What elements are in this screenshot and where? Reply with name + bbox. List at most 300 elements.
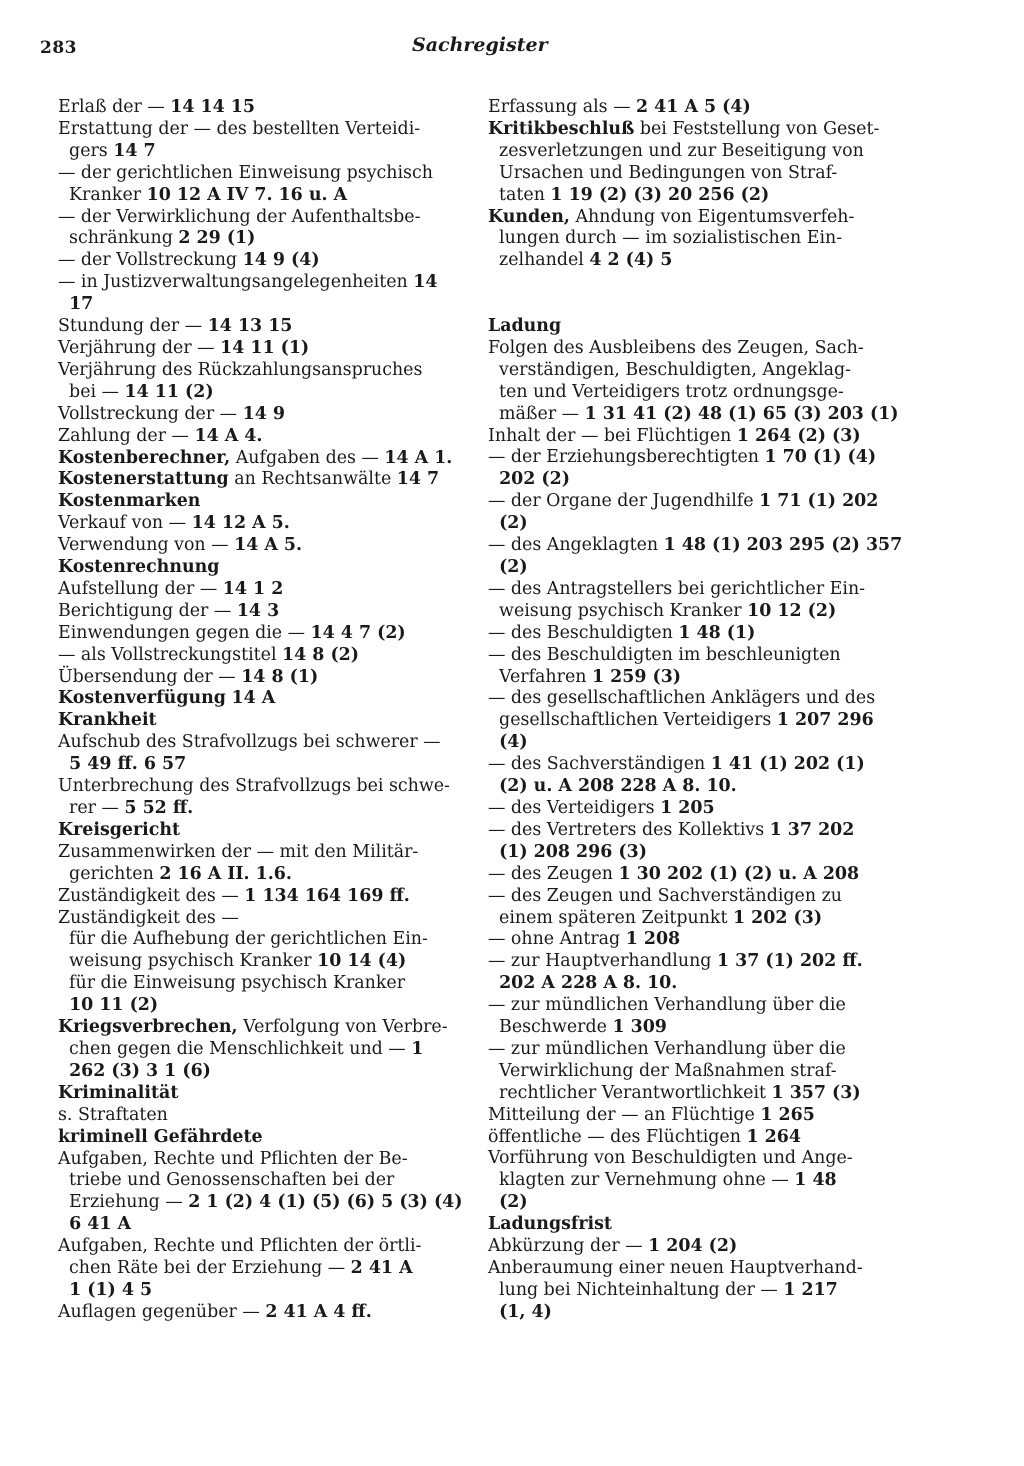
index-line <box>58 141 466 163</box>
index-text: lungen durch — im sozialistischen Ein- <box>488 228 843 249</box>
index-line <box>488 579 898 601</box>
index-heading: Kostenrechnung <box>58 557 220 578</box>
index-line <box>488 1148 898 1170</box>
index-line <box>488 864 898 886</box>
index-line <box>58 557 466 579</box>
index-line <box>58 1105 466 1127</box>
index-text: — ohne Antrag <box>488 929 626 950</box>
index-line <box>488 426 898 448</box>
index-text: Vollstreckung der — <box>58 403 243 424</box>
index-line <box>488 1170 898 1192</box>
index-text <box>58 754 69 774</box>
index-heading: Kostenberechner, <box>58 447 231 468</box>
index-text: Unterbrechung des Strafvollzugs bei schwe- <box>58 776 450 797</box>
index-reference: 14 8 (2) <box>282 644 359 665</box>
index-text: für die Einweisung psychisch Kranker <box>58 973 406 994</box>
index-text: Berichtigung der — <box>58 600 237 621</box>
index-text: Aufgaben, Rechte und Pflichten der Be- <box>58 1148 408 1169</box>
index-text: — als Vollstreckungstitel <box>58 644 283 665</box>
index-text: — der Erziehungsberechtigten <box>488 447 765 468</box>
index-line <box>488 1083 898 1105</box>
index-text <box>488 1302 499 1322</box>
index-reference: 2 41 A 4 ff. <box>265 1301 372 1322</box>
index-heading: Krankheit <box>58 710 157 731</box>
index-reference: 14 11 (2) <box>124 381 214 402</box>
index-reference: 2 41 A <box>350 1258 413 1279</box>
index-line <box>58 469 466 491</box>
index-line <box>488 1280 898 1302</box>
index-text: zesverletzungen und zur Beseitigung von <box>488 140 864 161</box>
index-text: — des Vertreters des Kollektivs <box>488 819 770 840</box>
index-line <box>58 360 466 382</box>
index-text: Folgen des Ausbleibens des Zeugen, Sach- <box>488 337 864 358</box>
index-line <box>58 820 466 842</box>
index-line <box>58 1236 466 1258</box>
index-text <box>58 1214 69 1234</box>
index-line <box>488 207 898 229</box>
index-line <box>58 645 466 667</box>
index-reference: 1 217 <box>783 1279 838 1300</box>
index-line <box>58 448 466 470</box>
index-text: Verjährung des Rückzahlungsanspruches <box>58 359 423 380</box>
index-line <box>488 535 903 557</box>
index-text: schränkung <box>58 228 179 249</box>
index-text: gesellschaftlichen Verteidigers <box>488 710 777 731</box>
index-line <box>58 1192 466 1214</box>
index-reference: 14 A 5. <box>234 535 303 556</box>
index-reference: 10 12 (2) <box>747 600 837 621</box>
index-line <box>58 185 466 207</box>
index-line <box>58 272 466 294</box>
index-line <box>488 557 898 579</box>
index-line <box>58 995 466 1017</box>
index-reference: 14 A <box>231 688 276 709</box>
index-line <box>58 1083 466 1105</box>
index-heading: Kritikbeschluß <box>488 118 635 139</box>
index-text <box>58 1061 69 1081</box>
index-line <box>488 995 898 1017</box>
index-line <box>488 250 898 272</box>
index-reference: 262 (3) 3 1 (6) <box>69 1060 211 1081</box>
index-text: Zuständigkeit des — <box>58 907 239 928</box>
index-reference: 1 204 (2) <box>648 1236 738 1257</box>
index-text: Beschwerde <box>488 1017 613 1038</box>
index-line <box>488 667 898 689</box>
index-line <box>488 776 898 798</box>
index-text <box>488 557 499 577</box>
index-reference: 10 11 (2) <box>69 995 159 1016</box>
index-reference: 1 19 (2) (3) 20 256 (2) <box>550 184 770 205</box>
index-line <box>488 491 898 513</box>
index-text: Mitteilung der — an Flüchtige <box>488 1104 761 1125</box>
index-text: — der gerichtlichen Einweisung psychisch <box>58 162 433 183</box>
index-line <box>58 426 466 448</box>
index-text: Kranker <box>58 184 147 205</box>
index-line <box>58 228 466 250</box>
index-reference: (2) <box>499 513 528 534</box>
index-text: bei Feststellung von Geset- <box>634 118 880 139</box>
index-line <box>58 798 466 820</box>
index-text: rechtlicher Verantwortlichkeit <box>488 1082 772 1103</box>
index-text: — des Sachverständigen <box>488 754 711 775</box>
index-reference: 1 41 (1) 202 (1) <box>710 754 865 775</box>
index-text: chen Räte bei der Erziehung — <box>58 1258 351 1279</box>
index-text: weisung psychisch Kranker <box>58 951 318 972</box>
index-text: Übersendung der — <box>58 666 242 687</box>
index-line <box>488 973 898 995</box>
index-text: chen gegen die Menschlichkeit und — <box>58 1038 412 1059</box>
index-line <box>58 1170 466 1192</box>
index-line <box>58 754 466 776</box>
index-line <box>58 316 466 338</box>
index-text <box>488 469 499 489</box>
index-line <box>488 601 898 623</box>
index-line <box>58 1302 466 1324</box>
index-line <box>58 1039 466 1061</box>
index-line <box>488 360 898 382</box>
index-reference: 2 29 (1) <box>178 228 256 249</box>
index-reference: (2) <box>499 1192 528 1213</box>
index-text: weisung psychisch Kranker <box>488 600 748 621</box>
index-text <box>488 732 499 752</box>
index-reference: 6 41 A <box>69 1214 131 1235</box>
index-reference: 14 11 (1) <box>220 337 310 358</box>
index-text: Inhalt der — bei Flüchtigen <box>488 425 737 446</box>
index-line <box>488 97 898 119</box>
index-text: ten und Verteidigers trotz ordnungsge- <box>488 381 844 402</box>
index-text: — in Justizverwaltungsangelegenheiten <box>58 272 414 293</box>
index-line <box>58 338 466 360</box>
index-line <box>58 1258 466 1280</box>
index-text: — zur Hauptverhandlung <box>488 951 717 972</box>
index-reference: 202 (2) <box>499 469 570 490</box>
index-line <box>488 645 898 667</box>
index-line <box>58 776 466 798</box>
index-heading: Ladung <box>488 316 562 337</box>
index-text: — der Vollstreckung <box>58 250 243 271</box>
index-line <box>58 163 466 185</box>
index-line <box>488 228 898 250</box>
index-text: klagten zur Vernehmung ohne — <box>488 1170 795 1191</box>
index-line <box>58 513 466 535</box>
index-text: bei — <box>58 381 125 402</box>
index-line <box>488 688 898 710</box>
index-line <box>58 886 466 908</box>
index-text: — des Angeklagten <box>488 535 664 556</box>
index-line <box>488 908 898 930</box>
index-reference: 14 <box>413 272 438 293</box>
index-reference: 2 16 A II. 1.6. <box>159 863 292 884</box>
index-reference: 1 208 <box>625 929 681 950</box>
index-text <box>488 513 499 533</box>
index-reference: 14 13 15 <box>207 316 293 337</box>
index-line <box>488 710 898 732</box>
index-line <box>488 1302 898 1324</box>
index-text: — des Zeugen <box>488 863 619 884</box>
index-reference: 1 48 (1) 203 295 (2) 357 <box>663 535 903 556</box>
index-line <box>58 951 466 973</box>
index-reference: 17 <box>69 294 94 315</box>
index-text: — des Antragstellers bei gerichtlicher Ein- <box>488 578 866 599</box>
index-text: — zur mündlichen Verhandlung über die <box>488 995 846 1016</box>
index-text: Zusammenwirken der — mit den Militär- <box>58 841 419 862</box>
index-line <box>488 513 898 535</box>
index-text: einem späteren Zeitpunkt <box>488 907 733 928</box>
index-text <box>488 1192 499 1212</box>
index-text: Verwirklichung der Maßnahmen straf- <box>488 1060 837 1081</box>
index-reference: 14 14 15 <box>170 97 255 117</box>
index-text: gers <box>58 140 114 161</box>
index-reference: 1 264 <box>746 1126 801 1147</box>
index-line <box>488 886 898 908</box>
index-reference: 10 14 (4) <box>317 951 407 972</box>
index-text: Verwendung von — <box>58 535 235 556</box>
index-text: — des Beschuldigten im beschleunigten <box>488 644 841 665</box>
index-text: verständigen, Beschuldigten, Angeklag- <box>488 359 852 380</box>
index-reference: (2) <box>499 557 528 577</box>
index-text: Erlaß der — <box>58 97 171 117</box>
index-spacer <box>488 272 898 294</box>
index-line <box>58 1127 466 1149</box>
index-reference: 1 70 (1) (4) <box>764 447 877 468</box>
index-line <box>58 491 466 513</box>
index-text: — zur mündlichen Verhandlung über die <box>488 1038 846 1059</box>
index-line <box>58 623 466 645</box>
index-heading: kriminell Gefährdete <box>58 1126 263 1147</box>
index-reference: 14 8 (1) <box>241 666 319 687</box>
index-line <box>58 732 466 754</box>
index-line <box>488 1192 898 1214</box>
index-reference: 14 A 1. <box>384 447 453 468</box>
index-text <box>488 776 499 796</box>
index-reference: 14 9 (4) <box>242 250 320 271</box>
index-text: Anberaumung einer neuen Hauptverhand- <box>488 1258 863 1278</box>
index-reference: 2 41 A 5 (4) <box>636 97 751 117</box>
index-line <box>488 163 898 185</box>
index-line <box>488 404 898 426</box>
index-reference: 1 264 (2) (3) <box>736 425 861 446</box>
index-heading: Kunden, <box>488 206 570 227</box>
index-text <box>58 995 69 1015</box>
index-line <box>488 1127 898 1149</box>
index-text: taten <box>488 184 551 205</box>
index-line <box>488 1258 898 1280</box>
index-reference: 1 259 (3) <box>591 666 682 687</box>
index-reference: 1 31 41 (2) 48 (1) 65 (3) 203 (1) <box>584 403 899 424</box>
index-heading: Ladungsfrist <box>488 1214 612 1235</box>
index-reference: 14 A 4. <box>194 425 263 446</box>
index-reference: 1 48 <box>794 1170 837 1191</box>
index-reference: 1 (1) 4 5 <box>69 1279 153 1300</box>
index-text: — des Zeugen und Sachverständigen zu <box>488 885 842 906</box>
index-reference: 5 52 ff. <box>124 798 194 818</box>
index-text: triebe und Genossenschaften bei der <box>58 1170 395 1191</box>
index-line <box>58 929 466 951</box>
index-line <box>58 864 466 886</box>
index-text: Aufgaben des — <box>230 447 385 468</box>
index-line <box>58 1149 466 1171</box>
index-line <box>488 1061 898 1083</box>
index-reference: 14 3 <box>236 600 280 621</box>
index-line <box>58 710 466 732</box>
index-text <box>58 1280 69 1300</box>
index-reference: 10 12 A IV 7. 16 u. A <box>146 184 348 205</box>
index-line <box>488 1017 898 1039</box>
index-line <box>58 667 466 689</box>
index-text: Verfahren <box>488 666 592 687</box>
index-line <box>58 973 466 995</box>
index-text: — des Beschuldigten <box>488 622 679 643</box>
index-text: Abkürzung der — <box>488 1236 649 1257</box>
index-line <box>58 404 466 426</box>
index-reference: (1) 208 296 (3) <box>499 841 647 862</box>
index-reference: 1 207 296 <box>776 710 874 731</box>
index-reference: 14 12 A 5. <box>191 513 290 534</box>
index-text: Zuständigkeit des — <box>58 885 245 906</box>
index-text: Verkauf von — <box>58 513 192 534</box>
index-line <box>58 1280 466 1302</box>
index-line <box>488 842 898 864</box>
index-text: zelhandel <box>488 250 590 271</box>
index-text <box>488 973 499 993</box>
index-reference: 1 134 164 169 ff. <box>244 885 410 906</box>
index-text: — der Organe der Jugendhilfe <box>488 491 760 512</box>
index-text: Aufschub des Strafvollzugs bei schwerer — <box>58 732 441 753</box>
index-line <box>488 316 898 338</box>
index-reference: 5 49 ff. 6 57 <box>69 754 187 775</box>
index-text: Erfassung als — <box>488 97 637 117</box>
index-line <box>58 250 466 272</box>
index-spacer <box>488 294 898 316</box>
index-text: Erziehung — <box>58 1192 189 1213</box>
page-number: 283 <box>40 38 77 58</box>
index-reference: 14 7 <box>396 469 440 490</box>
index-text: — der Verwirklichung der Aufenthaltsbe- <box>58 206 421 227</box>
index-reference: 14 4 7 (2) <box>310 622 406 643</box>
index-line <box>58 688 466 710</box>
index-text: — des gesellschaftlichen Anklägers und des <box>488 688 876 709</box>
index-line <box>488 1214 898 1236</box>
index-line <box>58 842 466 864</box>
index-heading: Kostenmarken <box>58 491 201 512</box>
index-heading: Kostenerstattung <box>58 469 229 490</box>
index-line <box>488 1039 898 1061</box>
index-reference: 1 309 <box>612 1017 667 1038</box>
index-line <box>58 382 466 404</box>
index-line <box>488 732 898 754</box>
index-line <box>488 338 898 360</box>
index-line <box>488 798 898 820</box>
index-text <box>58 294 69 314</box>
index-text: Vorführung von Beschuldigten und Ange- <box>488 1148 853 1169</box>
index-line <box>488 820 898 842</box>
index-text: mäßer — <box>488 403 585 424</box>
index-reference: 1 265 <box>760 1104 815 1125</box>
index-line <box>58 207 466 229</box>
index-line <box>488 951 898 973</box>
index-line <box>58 1017 466 1039</box>
index-text: Aufstellung der — <box>58 578 223 599</box>
index-reference: 1 48 (1) <box>678 622 756 643</box>
index-line <box>488 141 898 163</box>
index-text: Aufgaben, Rechte und Pflichten der örtli- <box>58 1236 422 1257</box>
index-line <box>58 535 466 557</box>
index-line <box>488 447 898 469</box>
index-text: Einwendungen gegen die — <box>58 622 311 643</box>
index-text: — des Verteidigers <box>488 797 661 818</box>
index-reference: 14 9 <box>242 403 285 424</box>
left-index-column <box>58 97 466 1324</box>
index-heading: Kriegsverbrechen, <box>58 1017 238 1038</box>
index-line <box>488 469 898 491</box>
right-index-column <box>488 97 903 1324</box>
index-text: s. Straftaten <box>58 1104 168 1125</box>
index-line <box>488 929 898 951</box>
index-line <box>488 119 898 141</box>
index-text: für die Aufhebung der gerichtlichen Ein- <box>58 929 428 950</box>
index-line <box>488 623 898 645</box>
index-reference: 1 37 202 <box>769 819 855 840</box>
index-line <box>488 754 898 776</box>
index-text: Auflagen gegenüber — <box>58 1301 266 1322</box>
index-reference: (2) u. A 208 228 A 8. 10. <box>499 776 737 797</box>
index-text: an Rechtsanwälte <box>228 469 397 490</box>
index-line <box>58 601 466 623</box>
index-line <box>58 294 466 316</box>
index-line <box>58 1061 466 1083</box>
index-reference: 4 2 (4) 5 <box>589 250 673 271</box>
index-reference: 1 <box>411 1038 424 1059</box>
index-text: rer — <box>58 798 125 818</box>
index-text <box>488 842 499 862</box>
index-reference: 1 71 (1) 202 <box>759 491 879 512</box>
index-reference: 1 202 (3) <box>732 907 823 928</box>
index-text: gerichten <box>58 863 160 884</box>
index-text: lung bei Nichteinhaltung der — <box>488 1279 784 1300</box>
index-reference: 1 357 (3) <box>771 1082 861 1103</box>
index-line <box>58 579 466 601</box>
index-text: Erstattung der — des bestellten Verteidi- <box>58 118 421 139</box>
index-line <box>488 185 898 207</box>
index-heading: Kreisgericht <box>58 819 180 840</box>
index-text: Ahndung von Eigentumsverfeh- <box>569 206 855 227</box>
index-heading: Kostenverfügung <box>58 688 226 709</box>
index-reference: 14 7 <box>113 140 156 161</box>
index-line <box>58 97 466 119</box>
index-reference: 2 1 (2) 4 (1) (5) (6) 5 (3) (4) <box>188 1192 463 1213</box>
index-reference: 202 A 228 A 8. 10. <box>499 973 678 994</box>
index-reference: 14 1 2 <box>222 578 284 599</box>
index-reference: 1 30 202 (1) (2) u. A 208 <box>618 863 860 884</box>
index-heading: Kriminalität <box>58 1082 179 1103</box>
index-line <box>488 1105 898 1127</box>
index-line <box>488 1236 898 1258</box>
index-text: Stundung der — <box>58 316 208 337</box>
index-line <box>488 382 898 404</box>
index-reference: (4) <box>499 732 528 753</box>
running-head: Sachregister <box>412 34 548 56</box>
index-text: Verfolgung von Verbre- <box>237 1017 448 1038</box>
index-text: öffentliche — des Flüchtigen <box>488 1126 747 1147</box>
index-text: Verjährung der — <box>58 337 221 358</box>
index-reference: (1, 4) <box>499 1301 552 1322</box>
index-line <box>58 1214 466 1236</box>
index-text: Zahlung der — <box>58 425 195 446</box>
index-line <box>58 119 466 141</box>
index-line <box>58 908 466 930</box>
index-reference: 1 37 (1) 202 ff. <box>716 951 863 972</box>
index-text: Ursachen und Bedingungen von Straf- <box>488 162 838 183</box>
